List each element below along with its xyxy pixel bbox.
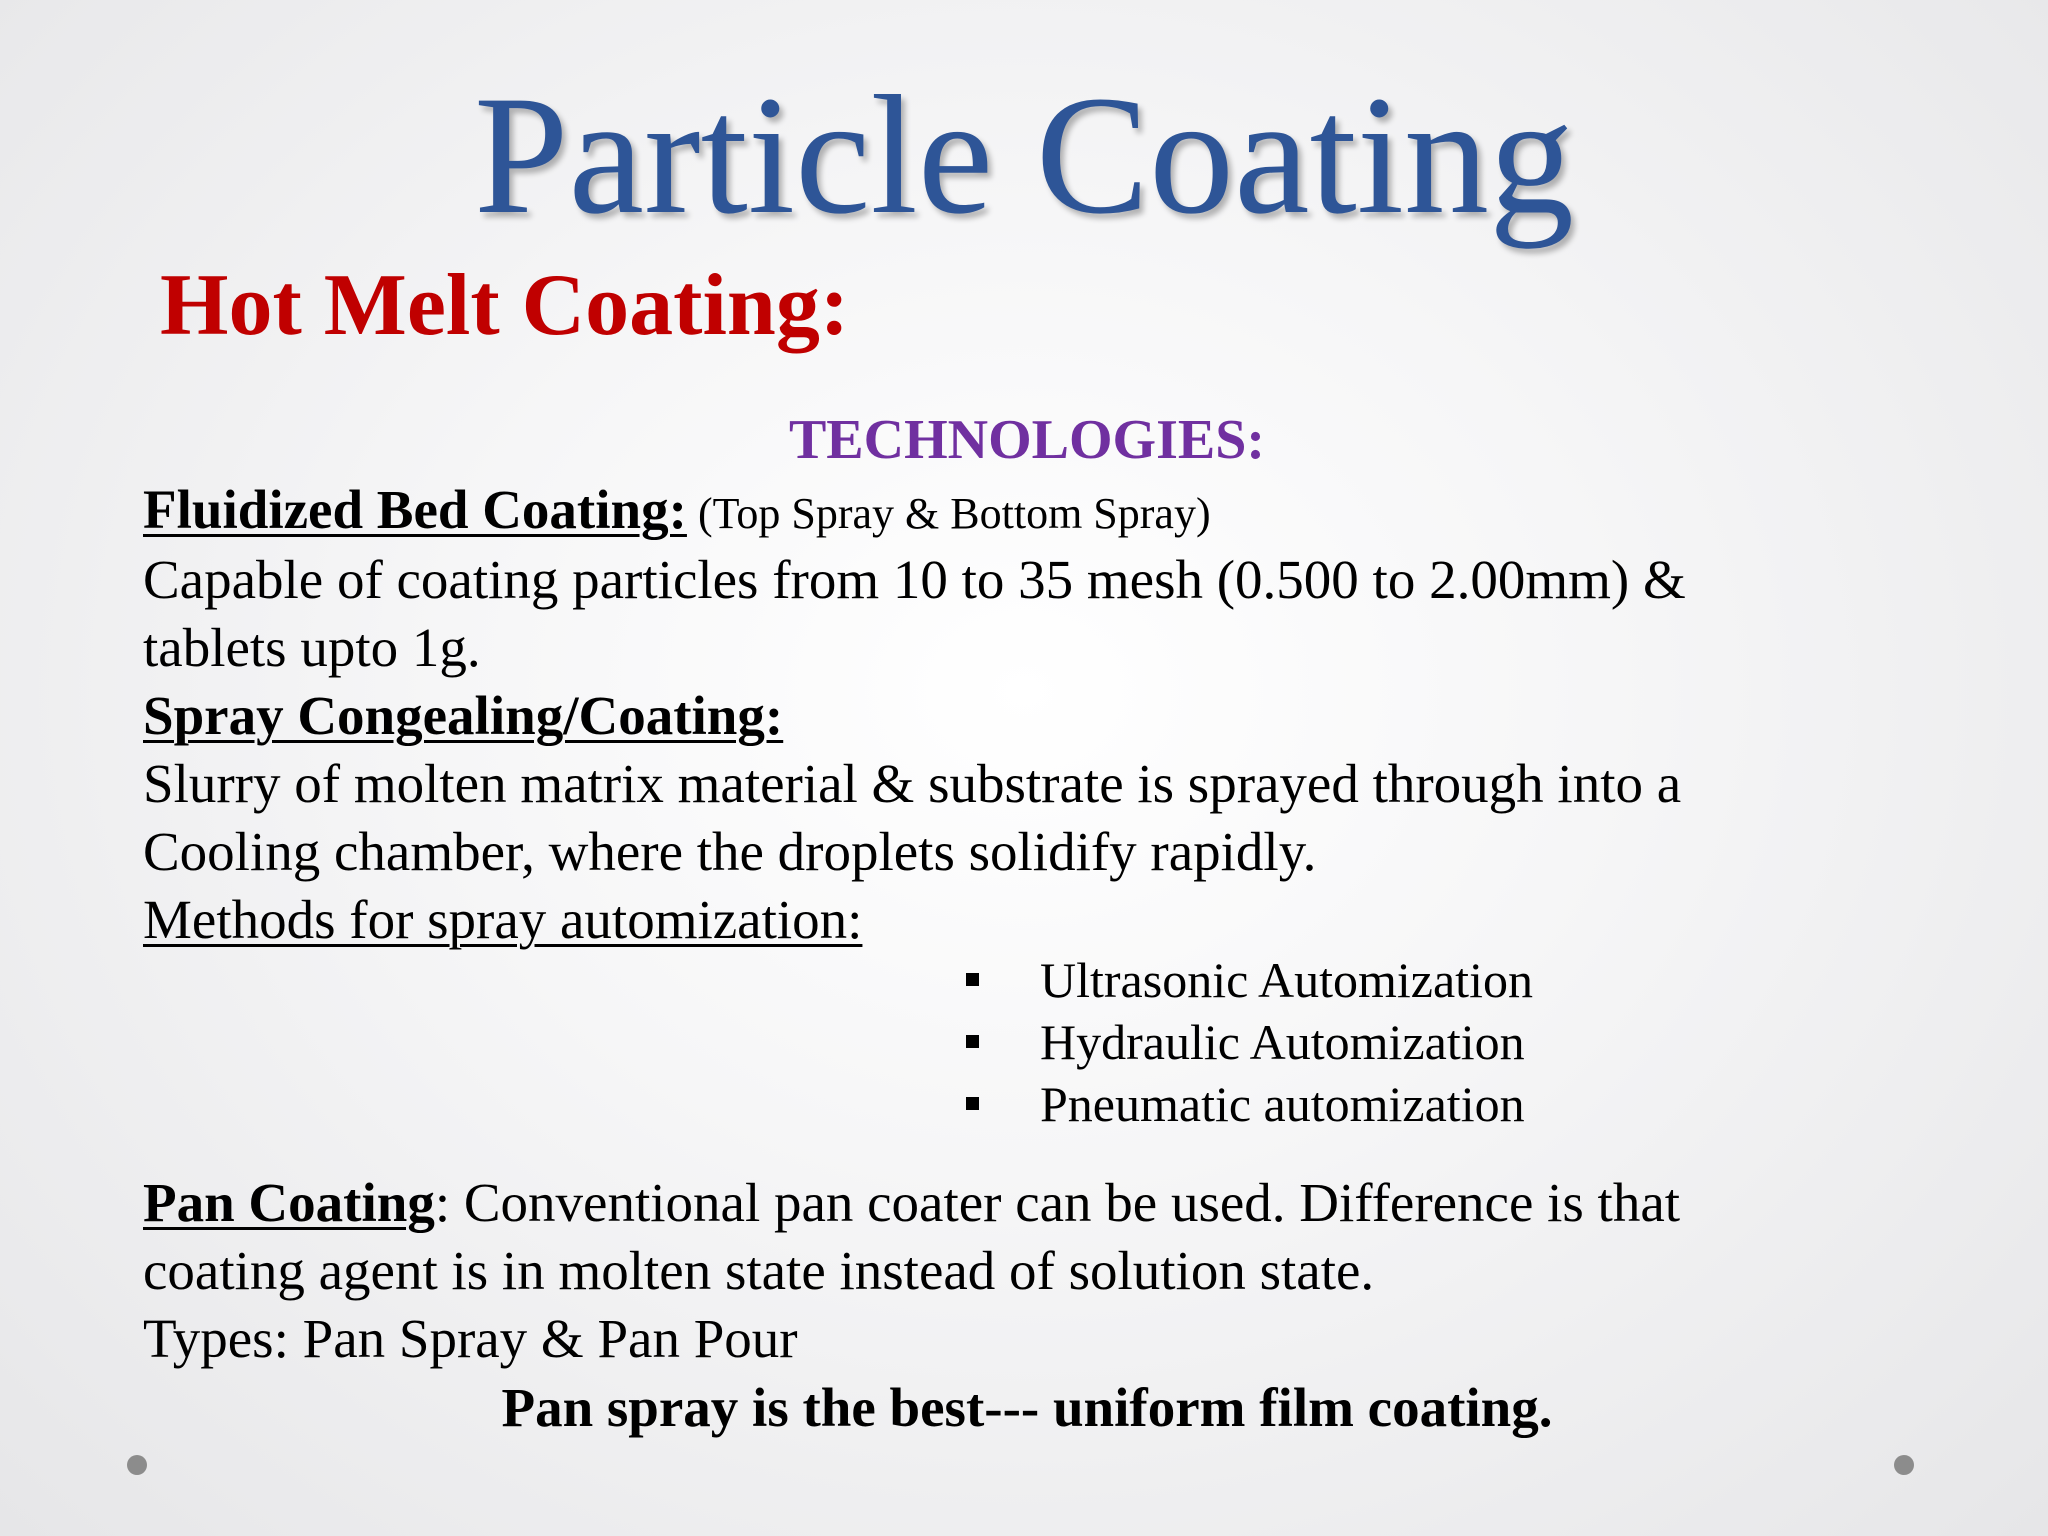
method-label: Pneumatic automization xyxy=(1040,1076,1525,1132)
methods-heading: Methods for spray automization: xyxy=(143,889,863,950)
conclusion-text: Pan spray is the best--- uniform film coating. xyxy=(501,1377,1553,1438)
fluidized-heading-line xyxy=(143,479,1211,540)
fluidized-bed-heading: Fluidized Bed Coating: xyxy=(143,479,687,540)
methods-list xyxy=(964,952,1533,1141)
pan-coating-types: Types: Pan Spray & Pan Pour xyxy=(143,1308,798,1369)
technologies-heading-text: TECHNOLOGIES: xyxy=(788,409,1266,471)
slide-title: Particle Coating xyxy=(473,61,1575,249)
pan-coating-line-1 xyxy=(143,1172,1681,1233)
spray-description-line-1: Slurry of molten matrix material & substrate is sprayed through into a xyxy=(143,753,1682,814)
methods-heading-line xyxy=(143,889,863,950)
pan-coating-description: : Conventional pan coater can be used. Difference is that xyxy=(434,1172,1681,1233)
fluidized-description-line-2: tablets upto 1g. xyxy=(143,617,481,678)
method-label: Hydraulic Automization xyxy=(1040,1014,1525,1070)
fluidized-bed-note: (Top Spray & Bottom Spray) xyxy=(686,489,1211,538)
fluidized-description-line-1: Capable of coating particles from 10 to 35 mesh (0.500 to 2.00mm) & xyxy=(143,549,1686,610)
bullet-square-icon xyxy=(966,973,979,986)
slide-subtitle: Hot Melt Coating: xyxy=(160,257,850,354)
method-label: Ultrasonic Automization xyxy=(1040,952,1533,1008)
left-corner-dot xyxy=(127,1455,147,1475)
bullet-square-icon xyxy=(966,1097,979,1110)
technologies-heading xyxy=(0,409,2048,471)
bullet-square-icon xyxy=(966,1035,979,1048)
list-item xyxy=(964,1014,1533,1079)
spray-description-line-2: Cooling chamber, where the droplets solidify rapidly. xyxy=(143,821,1317,882)
pan-coating-line-2: coating agent is in molten state instead of solution state. xyxy=(143,1240,1375,1301)
list-item xyxy=(964,952,1533,1017)
spray-congealing-heading: Spray Congealing/Coating: xyxy=(143,685,784,746)
list-item xyxy=(964,1076,1533,1141)
pan-coating-heading: Pan Coating xyxy=(143,1172,435,1233)
conclusion-line xyxy=(0,1377,2048,1438)
spray-congealing-heading-line xyxy=(143,685,784,746)
right-corner-dot xyxy=(1894,1455,1914,1475)
